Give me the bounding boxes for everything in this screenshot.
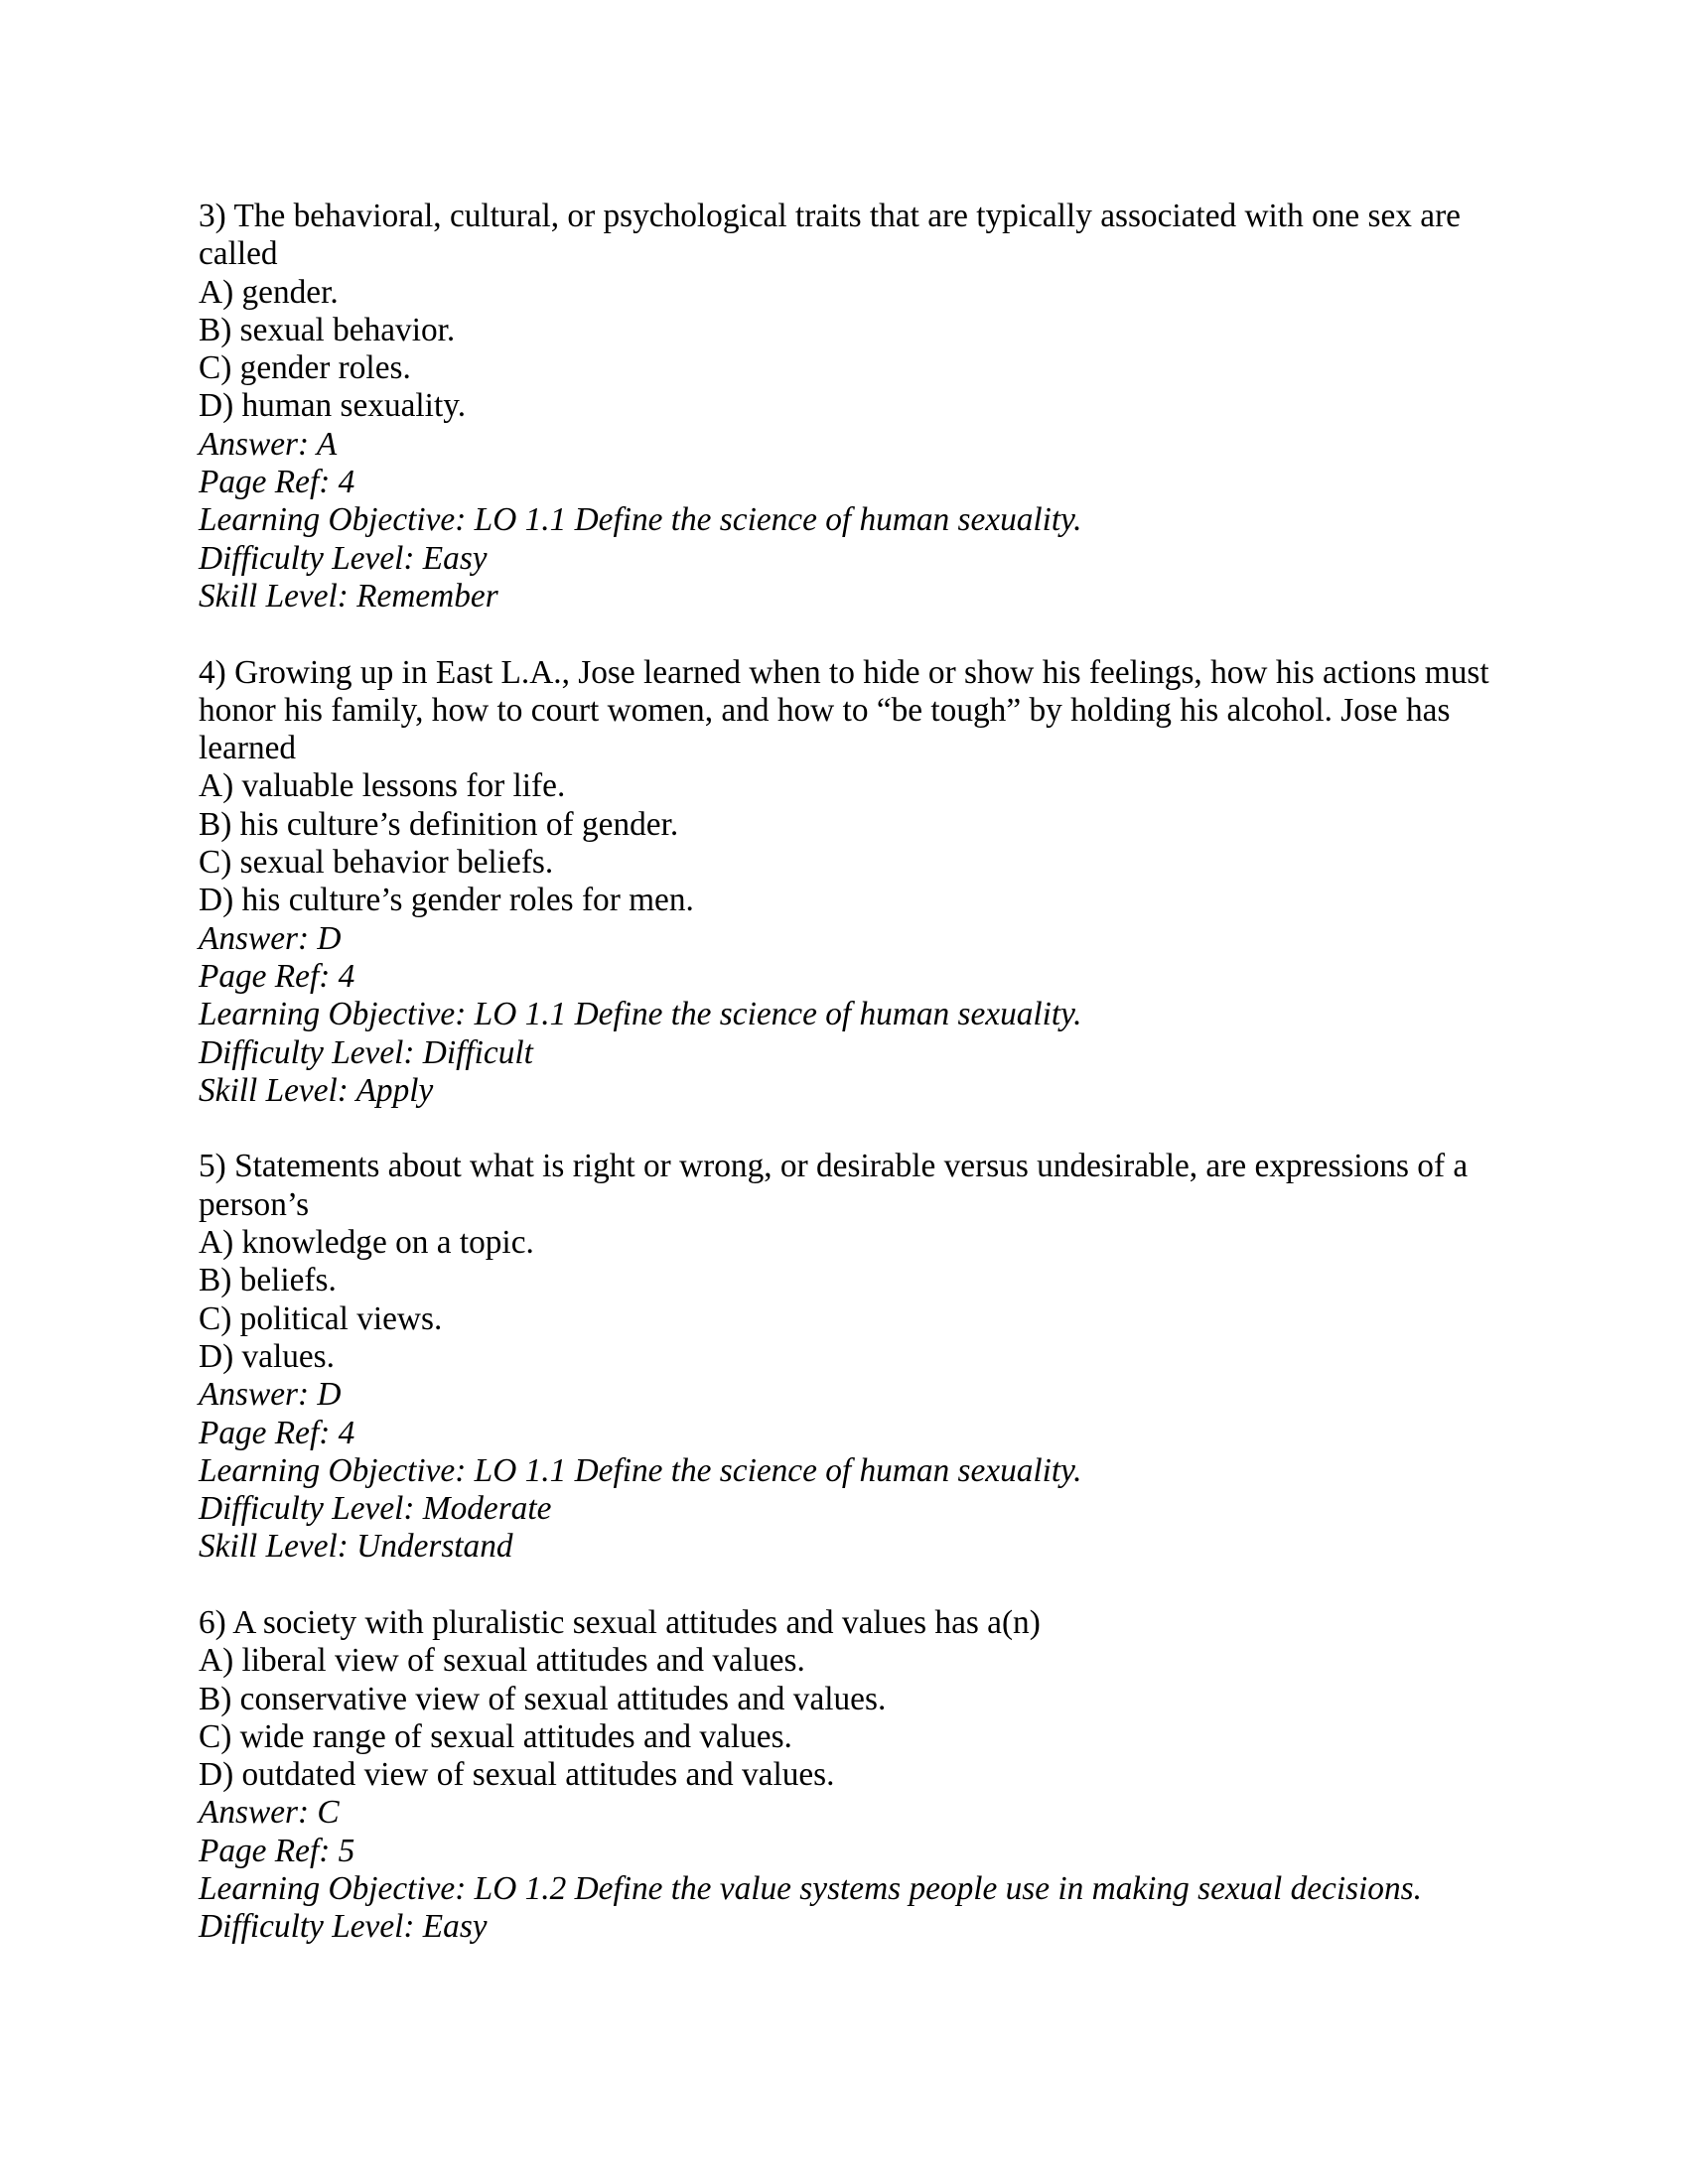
page-ref: Page Ref: 5 (199, 1832, 355, 1869)
option-a: A) valuable lessons for life. (199, 767, 566, 805)
question-stem: 6) A society with pluralistic sexual attitudes and values has a(n) (199, 1603, 1041, 1641)
difficulty-level: Difficulty Level: Easy (199, 1908, 488, 1946)
question-stem: 3) The behavioral, cultural, or psychological traits that are typically associated with one sex are called (199, 198, 1461, 273)
question-stem: 5) Statements about what is right or wrong, or desirable versus undesirable, are expressions of a person’s (199, 1148, 1469, 1223)
option-a: A) gender. (199, 273, 339, 311)
option-c: C) sexual behavior beliefs. (199, 844, 554, 882)
question-stem: 4) Growing up in East L.A., Jose learned when to hide or show his feelings, how his actions must honor his family, how to court women, and how to “be tough” by holding his alcohol. Jose has learned (199, 653, 1489, 767)
option-b: B) sexual behavior. (199, 311, 456, 348)
option-d: D) values. (199, 1337, 335, 1375)
option-a: A) liberal view of sexual attitudes and values. (199, 1642, 805, 1680)
skill-level: Skill Level: Understand (199, 1528, 513, 1566)
skill-level: Skill Level: Apply (199, 1071, 434, 1109)
option-c: C) wide range of sexual attitudes and values. (199, 1717, 792, 1755)
learning-objective: Learning Objective: LO 1.1 Define the science of human sexuality. (199, 1451, 1082, 1489)
difficulty-level: Difficulty Level: Difficult (199, 1033, 533, 1071)
question-5 (199, 1148, 1499, 1566)
option-c: C) gender roles. (199, 349, 411, 387)
page-ref: Page Ref: 4 (199, 1414, 355, 1451)
learning-objective: Learning Objective: LO 1.1 Define the science of human sexuality. (199, 996, 1082, 1033)
answer: Answer: C (199, 1794, 340, 1832)
option-b: B) his culture’s definition of gender. (199, 805, 679, 843)
option-c: C) political views. (199, 1299, 443, 1337)
skill-level: Skill Level: Remember (199, 577, 498, 614)
option-d: D) human sexuality. (199, 387, 467, 425)
option-d: D) his culture’s gender roles for men. (199, 882, 694, 919)
difficulty-level: Difficulty Level: Easy (199, 539, 488, 577)
page-ref: Page Ref: 4 (199, 464, 355, 501)
question-4 (199, 654, 1499, 1111)
learning-objective: Learning Objective: LO 1.1 Define the science of human sexuality. (199, 501, 1082, 539)
document-page (199, 198, 1499, 1984)
answer: Answer: A (199, 425, 338, 463)
learning-objective: Learning Objective: LO 1.2 Define the value systems people use in making sexual decisions. (199, 1870, 1422, 1908)
answer: Answer: D (199, 919, 342, 957)
page-ref: Page Ref: 4 (199, 957, 355, 995)
difficulty-level: Difficulty Level: Moderate (199, 1490, 552, 1528)
question-6 (199, 1604, 1499, 1947)
option-b: B) beliefs. (199, 1262, 337, 1299)
answer: Answer: D (199, 1376, 342, 1414)
option-b: B) conservative view of sexual attitudes and values. (199, 1680, 887, 1717)
question-3 (199, 198, 1499, 615)
option-d: D) outdated view of sexual attitudes and values. (199, 1756, 835, 1794)
option-a: A) knowledge on a topic. (199, 1224, 534, 1262)
